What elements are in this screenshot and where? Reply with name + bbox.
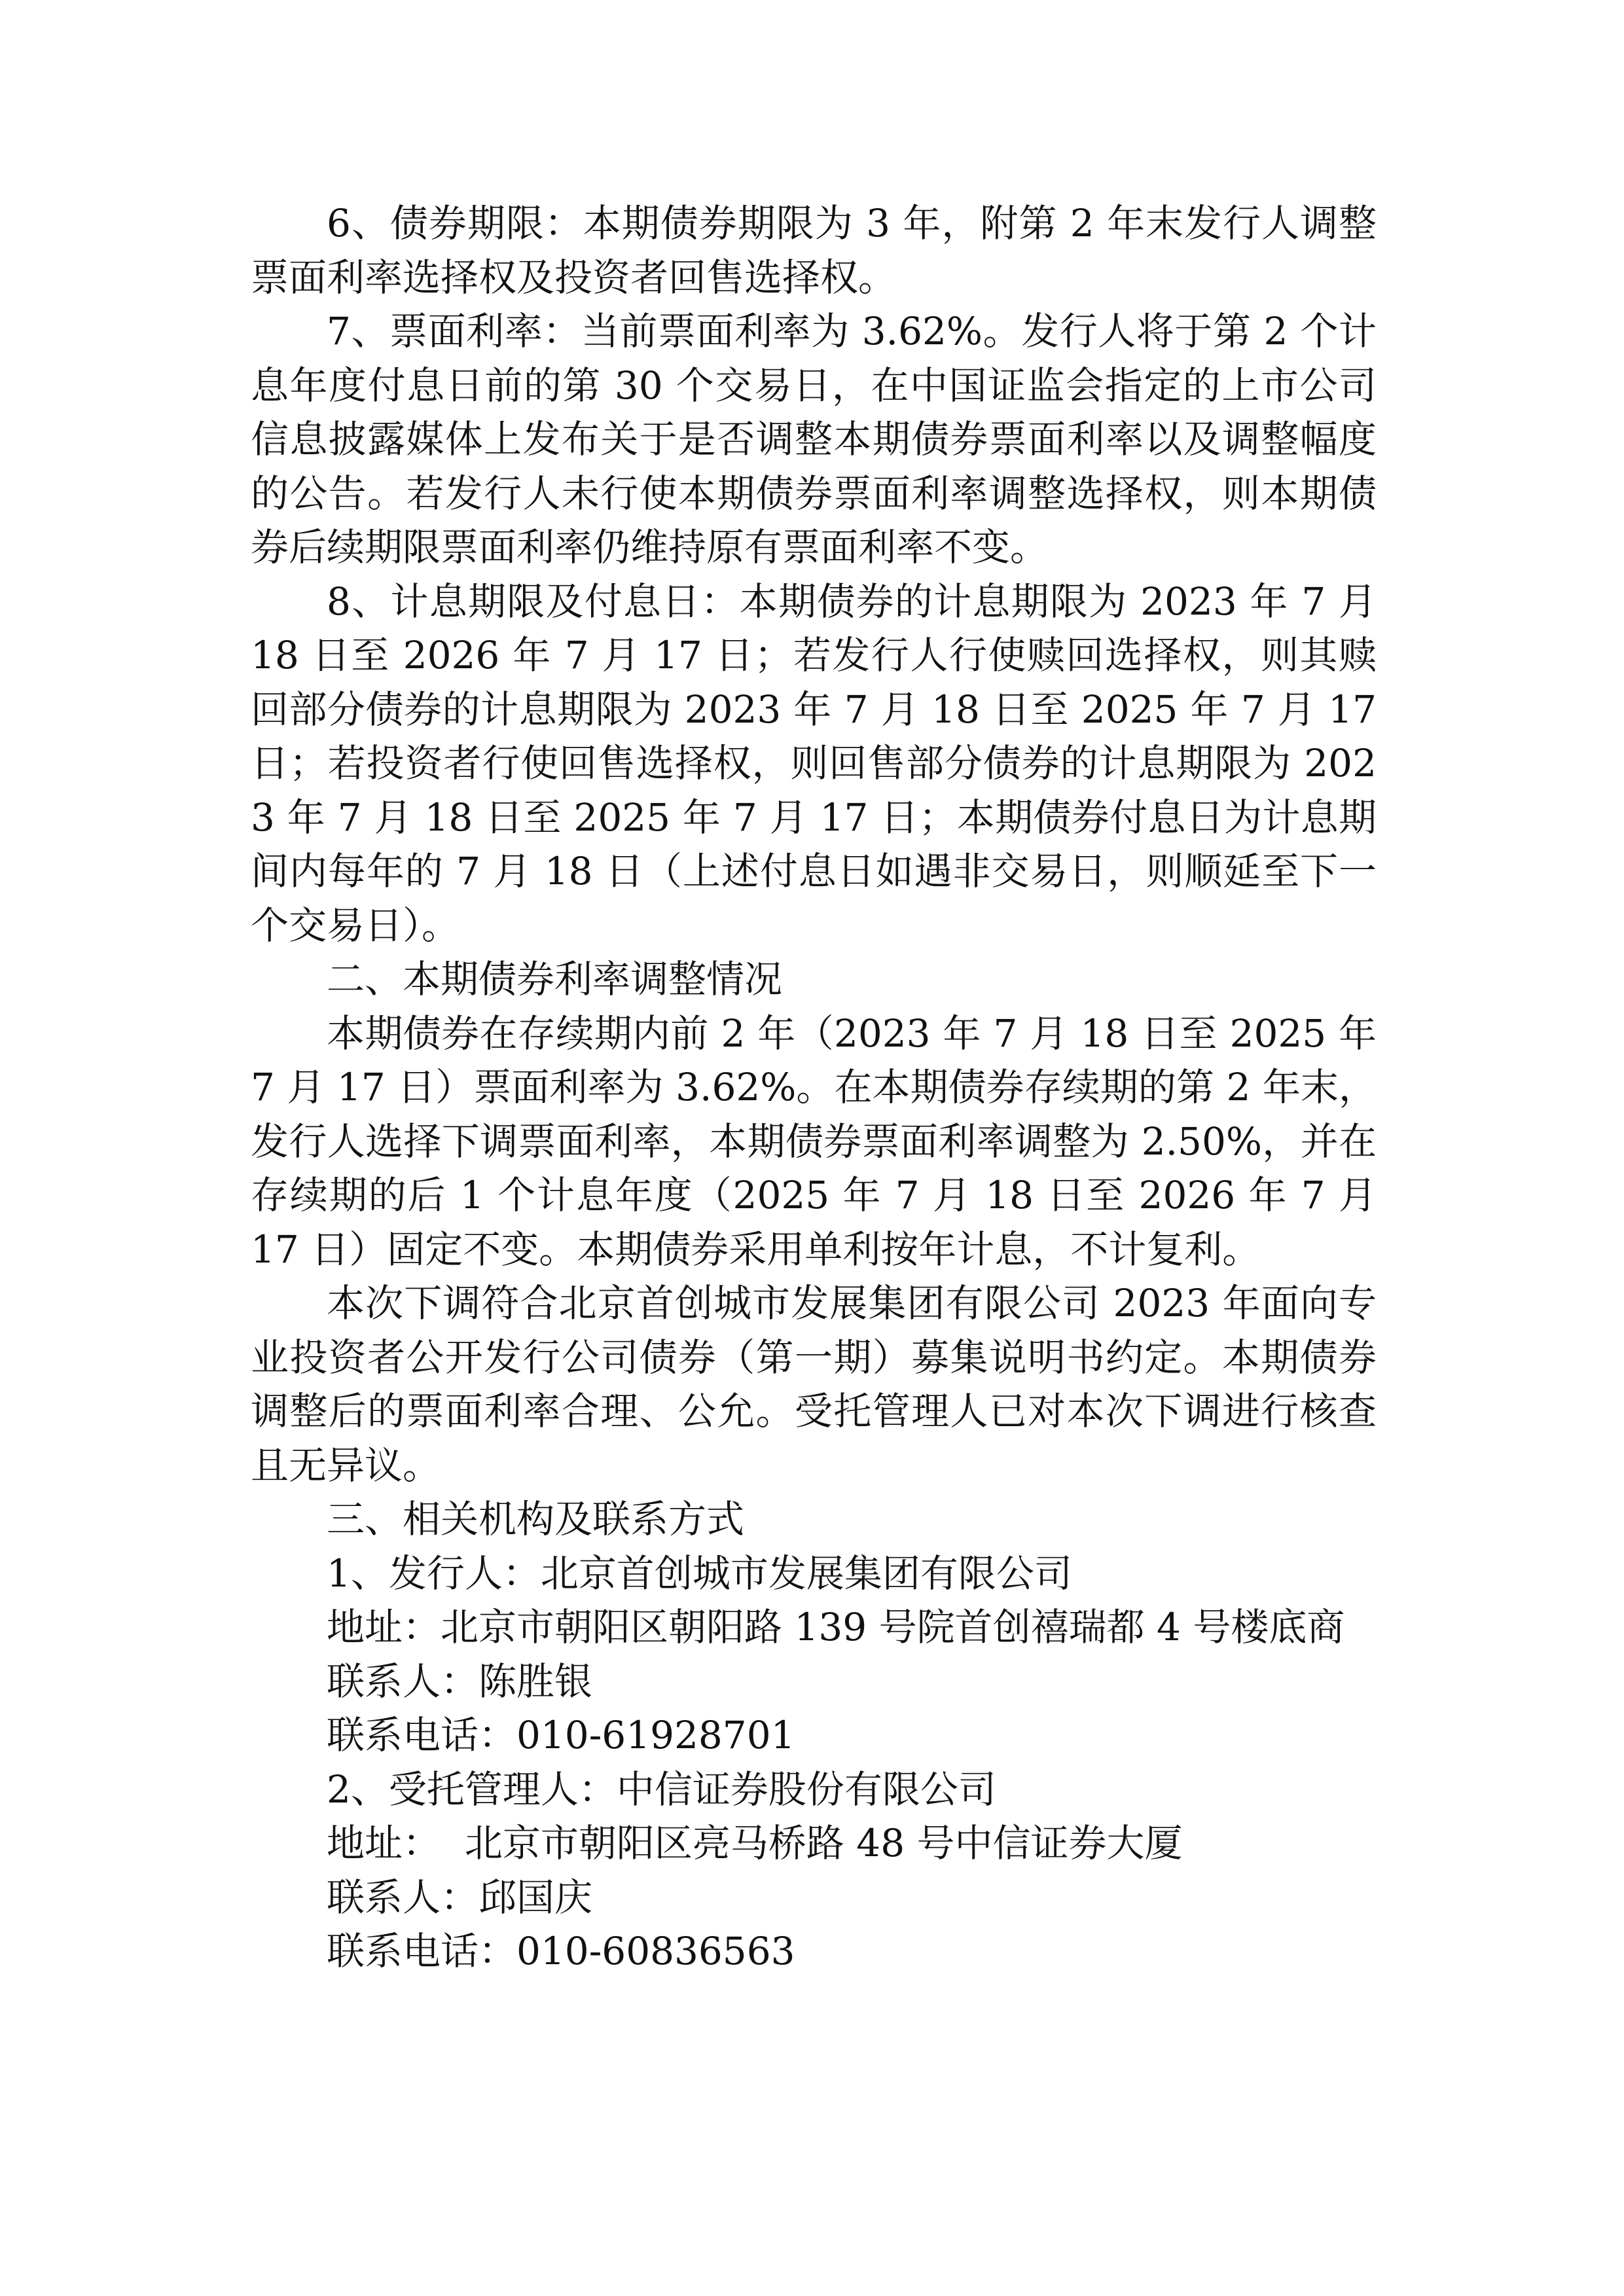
issuer-address: 地址：北京市朝阳区朝阳路 139 号院首创禧瑞都 4 号楼底商 <box>327 1605 1345 1649</box>
section-heading-rate-adjustment: 二、本期债券利率调整情况 <box>327 957 783 1001</box>
trustee-line: 2、受托管理人：中信证券股份有限公司 <box>327 1767 996 1812</box>
issuer-contact-person: 联系人：陈胜银 <box>327 1659 593 1704</box>
section-heading-contacts: 三、相关机构及联系方式 <box>327 1497 745 1541</box>
trustee-contact-person: 联系人：邱国庆 <box>327 1874 593 1920</box>
issuer-line: 1、发行人：北京首创城市发展集团有限公司 <box>327 1551 1072 1596</box>
trustee-address: 地址： 北京市朝阳区亮马桥路 48 号中信证券大厦 <box>327 1821 1183 1865</box>
issuer-phone: 联系电话：010-61928701 <box>327 1713 795 1757</box>
compliance-paragraph: 本次下调符合北京首创城市发展集团有限公司 2023 年面向专业投资者公开发行公司债券（第一期）募集说明书约定。本期债券调整后的票面利率合理、公允。受托管理人已对本次下调进行核查且无异议。 <box>251 1281 1377 1488</box>
bond-term-paragraph: 6、债券期限：本期债券期限为 3 年，附第 2 年末发行人调整票面利率选择权及投资者回售选择权。 <box>251 201 1377 300</box>
document-body <box>251 196 1377 1979</box>
trustee-phone: 联系电话：010-60836563 <box>327 1929 795 1973</box>
rate-adjustment-paragraph: 本期债券在存续期内前 2 年（2023 年 7 月 18 日至 2025 年 7 月 17 日）票面利率为 3.62%。在本期债券存续期的第 2 年末，发行人选择下调票面利率，本期债券票面利率调整为 2.50%，并在存续期的后 1 个计息年度（2025 年 7 月 18 日至 2026 年 7 月 17 日）固定不变。本期债券采用单利按年计息，不计复利。 <box>251 1011 1377 1272</box>
coupon-rate-paragraph: 7、票面利率：当前票面利率为 3.62%。发行人将于第 2 个计息年度付息日前的第 30 个交易日，在中国证监会指定的上市公司信息披露媒体上发布关于是否调整本期债券票面利率以及调整幅度的公告。若发行人未行使本期债券票面利率调整选择权，则本期债券后续期限票面利率仍维持原有票面利率不变。 <box>251 309 1377 569</box>
interest-period-paragraph: 8、计息期限及付息日：本期债券的计息期限为 2023 年 7 月 18 日至 2026 年 7 月 17 日；若发行人行使赎回选择权，则其赎回部分债券的计息期限为 2023 年 7 月 18 日至 2025 年 7 月 17 日；若投资者行使回售选择权，则回售部分债券的计息期限为 2023 年 7 月 18 日至 2025 年 7 月 17 日；本期债券付息日为计息期间内每年的 7 月 18 日（上述付息日如遇非交易日，则顺延至下一个交易日）。 <box>251 579 1377 948</box>
